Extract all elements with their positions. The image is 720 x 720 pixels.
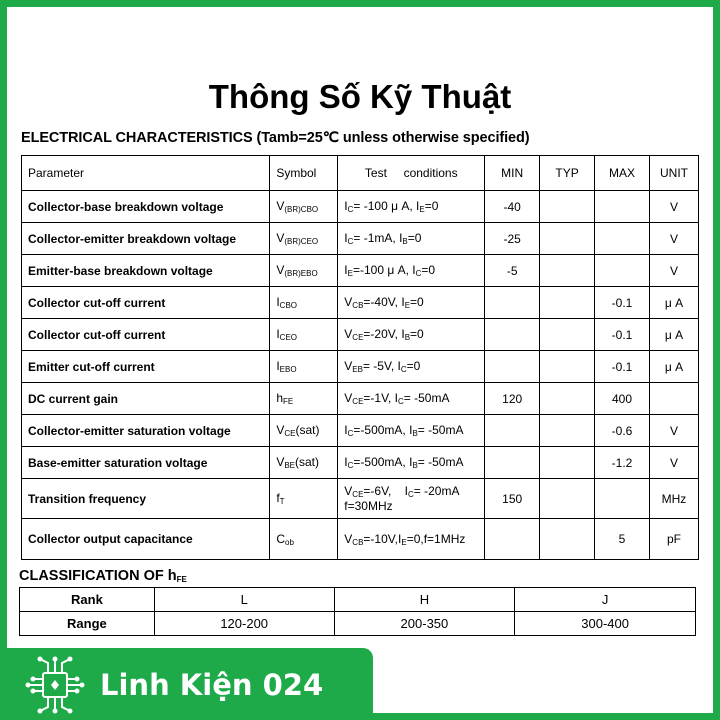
symbol-cell: $f_T$ (270, 479, 338, 519)
brand-name: Linh Kiện 024 (100, 668, 324, 702)
max-cell (595, 479, 650, 519)
unit-cell (649, 383, 698, 415)
table-row (22, 415, 699, 447)
condition-cell: $I_C= -100$ μ A, $I_E=0$ (338, 191, 485, 223)
typ-cell (540, 415, 595, 447)
symbol-cell: $C_{ob}$ (270, 519, 338, 560)
column-header: Symbol (270, 156, 338, 191)
unit-cell: μ A (649, 287, 698, 319)
section-title-electrical: ELECTRICAL CHARACTERISTICS (Tamb=25℃ unless otherwise specified) (21, 130, 530, 146)
min-cell (485, 519, 540, 560)
parameter-cell: Collector cut-off current (22, 319, 270, 351)
min-cell: -5 (485, 255, 540, 287)
condition-cell: $I_C= -1mA$, $I_B=0$ (338, 223, 485, 255)
symbol-cell: $I_{EBO}$ (270, 351, 338, 383)
parameter-cell: Collector cut-off current (22, 287, 270, 319)
table-row (22, 479, 699, 519)
condition-cell: $I_E=-100$ μ A, $I_C=0$ (338, 255, 485, 287)
condition-cell: $V_{EB}= -5V$, $I_C=0$ (338, 351, 485, 383)
min-cell: -25 (485, 223, 540, 255)
table-row (22, 191, 699, 223)
max-cell (595, 191, 650, 223)
table-row (22, 383, 699, 415)
typ-cell (540, 319, 595, 351)
condition-cell: $V_{CB}=-40V$, $I_E=0$ (338, 287, 485, 319)
unit-cell: MHz (649, 479, 698, 519)
rank-label: Rank (20, 588, 155, 612)
parameter-cell: Emitter cut-off current (22, 351, 270, 383)
table-row (22, 255, 699, 287)
range-cell: 200-350 (334, 612, 515, 636)
symbol-cell: $V_{(BR)CEO}$ (270, 223, 338, 255)
min-cell (485, 415, 540, 447)
typ-cell (540, 519, 595, 560)
unit-cell: V (649, 223, 698, 255)
unit-cell: μ A (649, 319, 698, 351)
min-cell: -40 (485, 191, 540, 223)
classification-rank-row (20, 588, 696, 612)
condition-cell: $I_C=-500mA$, $I_B= -50mA$ (338, 447, 485, 479)
unit-cell: V (649, 415, 698, 447)
rank-cell: J (515, 588, 696, 612)
typ-cell (540, 447, 595, 479)
page-title: Thông Số Kỹ Thuật (208, 78, 512, 115)
unit-cell: V (649, 255, 698, 287)
condition-cell: $V_{CB}=-10V,I_E=0,f=1MHz$ (338, 519, 485, 560)
parameter-cell: Emitter-base breakdown voltage (22, 255, 270, 287)
unit-cell: μ A (649, 351, 698, 383)
range-label: Range (20, 612, 155, 636)
unit-cell: V (649, 191, 698, 223)
symbol-cell: $V_{(BR)EBO}$ (270, 255, 338, 287)
max-cell: -0.1 (595, 319, 650, 351)
symbol-cell: $h_{FE}$ (270, 383, 338, 415)
parameter-cell: Collector output capacitance (22, 519, 270, 560)
unit-cell: V (649, 447, 698, 479)
max-cell: -1.2 (595, 447, 650, 479)
min-cell (485, 447, 540, 479)
column-header: TYP (540, 156, 595, 191)
typ-cell (540, 479, 595, 519)
column-header: MAX (595, 156, 650, 191)
column-header: Parameter (22, 156, 270, 191)
symbol-cell: $I_{CEO}$ (270, 319, 338, 351)
max-cell: -0.6 (595, 415, 650, 447)
parameter-cell: DC current gain (22, 383, 270, 415)
electrical-characteristics-table (21, 155, 699, 560)
parameter-cell: Transition frequency (22, 479, 270, 519)
range-cell: 120-200 (154, 612, 334, 636)
min-cell: 150 (485, 479, 540, 519)
min-cell: 120 (485, 383, 540, 415)
symbol-cell: $V_{BE}(sat)$ (270, 447, 338, 479)
rank-cell: H (334, 588, 515, 612)
typ-cell (540, 223, 595, 255)
classification-table (19, 587, 696, 636)
classification-range-row (20, 612, 696, 636)
section-title-classification: CLASSIFICATION OF $h_{FE}$ (19, 568, 187, 584)
symbol-cell: $I_{CBO}$ (270, 287, 338, 319)
max-cell (595, 255, 650, 287)
max-cell: 5 (595, 519, 650, 560)
table-row (22, 519, 699, 560)
column-header: MIN (485, 156, 540, 191)
table-row (22, 447, 699, 479)
table-row (22, 351, 699, 383)
table-row (22, 223, 699, 255)
typ-cell (540, 383, 595, 415)
condition-cell: $I_C=-500mA$, $I_B= -50mA$ (338, 415, 485, 447)
rank-cell: L (154, 588, 334, 612)
typ-cell (540, 351, 595, 383)
symbol-cell: $V_{CE}(sat)$ (270, 415, 338, 447)
table-row (22, 287, 699, 319)
table-header-row (22, 156, 699, 191)
max-cell: -0.1 (595, 287, 650, 319)
condition-cell: $V_{CE}=-6V$, $I_C= -20mA$ f=30MHz (338, 479, 485, 519)
max-cell: -0.1 (595, 351, 650, 383)
column-header: UNIT (649, 156, 698, 191)
range-cell: 300-400 (515, 612, 696, 636)
typ-cell (540, 255, 595, 287)
min-cell (485, 351, 540, 383)
circuit-chip-icon (24, 655, 86, 715)
max-cell: 400 (595, 383, 650, 415)
table-row (22, 319, 699, 351)
min-cell (485, 319, 540, 351)
condition-cell: $V_{CE}=-20V$, $I_B=0$ (338, 319, 485, 351)
typ-cell (540, 191, 595, 223)
symbol-cell: $V_{(BR)CBO}$ (270, 191, 338, 223)
parameter-cell: Collector-emitter saturation voltage (22, 415, 270, 447)
unit-cell: pF (649, 519, 698, 560)
min-cell (485, 287, 540, 319)
column-header: Test conditions (338, 156, 485, 191)
parameter-cell: Base-emitter saturation voltage (22, 447, 270, 479)
typ-cell (540, 287, 595, 319)
parameter-cell: Collector-base breakdown voltage (22, 191, 270, 223)
max-cell (595, 223, 650, 255)
parameter-cell: Collector-emitter breakdown voltage (22, 223, 270, 255)
condition-cell: $V_{CE}=-1V$, $I_C= -50mA$ (338, 383, 485, 415)
